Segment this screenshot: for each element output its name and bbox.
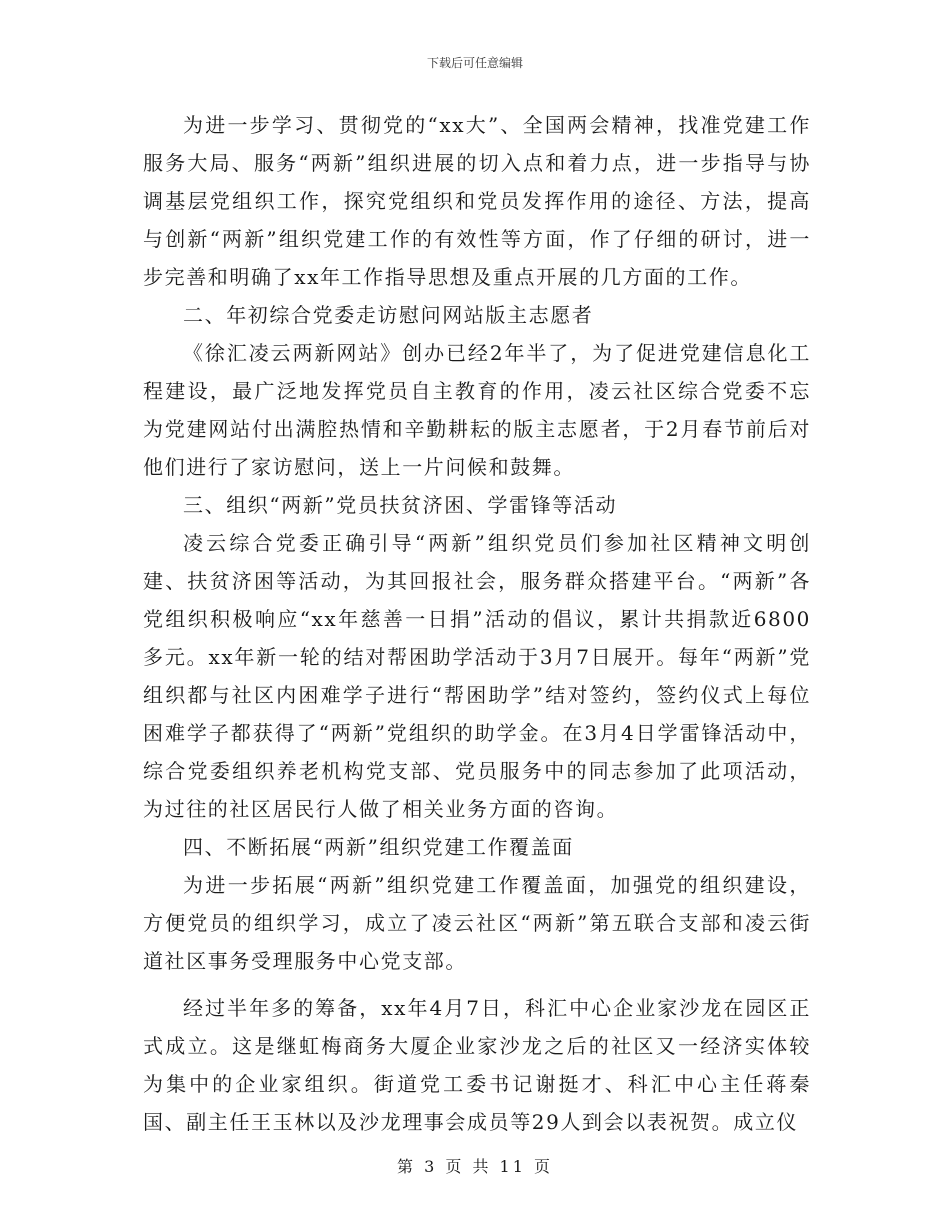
paragraph-coverage: 为进一步拓展“两新”组织党建工作覆盖面，加强党的组织建设，方便党员的组织学习，成立了凌云社区“两新”第五联合支部和凌云街道社区事务受理服务中心党支部。 [143,873,811,973]
page-number: 第 3 页 共 11 页 [397,1157,553,1176]
section-heading-2: 二、年初综合党委走访慰问网站版主志愿者 [183,303,594,327]
page-header-note: 下载后可任意编辑 [426,56,523,70]
paragraph-website: 《徐汇凌云两新网站》创办已经2年半了，为了促进党建信息化工程建设，最广泛地发挥党员自主教育的作用，凌云社区综合党委不忘为党建网站付出满腔热情和辛勤耕耘的版主志愿者，于2月春节前后对他们进行了家访慰问，送上一片问候和鼓舞。 [143,341,811,479]
section-heading-4: 四、不断拓展“两新”组织党建工作覆盖面 [183,835,574,859]
paragraph-intro: 为进一步学习、贯彻党的“xx大”、全国两会精神，找准党建工作服务大局、服务“两新”组织进展的切入点和着力点，进一步指导与协调基层党组织工作，探究党组织和党员发挥作用的途径、方法，提高与创新“两新”组织党建工作的有效性等方面，作了仔细的研讨，进一步完善和明确了xx年工作指导思想及重点开展的几方面的工作。 [143,113,811,289]
document-body [143,106,811,1141]
paragraph-charity: 凌云综合党委正确引导“两新”组织党员们参加社区精神文明创建、扶贫济困等活动，为其回报社会，服务群众搭建平台。“两新”各党组织积极响应“xx年慈善一日捐”活动的倡议，累计共捐款近6800多元。xx年新一轮的结对帮困助学活动于3月7日展开。每年“两新”党组织都与社区内困难学子进行“帮困助学”结对签约，签约仪式上每位困难学子都获得了“两新”党组织的助学金。在3月4日学雷锋活动中，综合党委组织养老机构党支部、党员服务中的同志参加了此项活动，为过往的社区居民行人做了相关业务方面的咨询。 [143,531,811,821]
paragraph-salon: 经过半年多的筹备，xx年4月7日，科汇中心企业家沙龙在园区正式成立。这是继虹梅商务大厦企业家沙龙之后的社区又一经济实体较为集中的企业家组织。街道党工委书记谢挺才、科汇中心主任蒋秦国、副主任王玉林以及沙龙理事会成员等29人到会以表祝贺。成立仪 [143,996,811,1134]
section-heading-3: 三、组织“两新”党员扶贫济困、学雷锋等活动 [183,493,618,517]
